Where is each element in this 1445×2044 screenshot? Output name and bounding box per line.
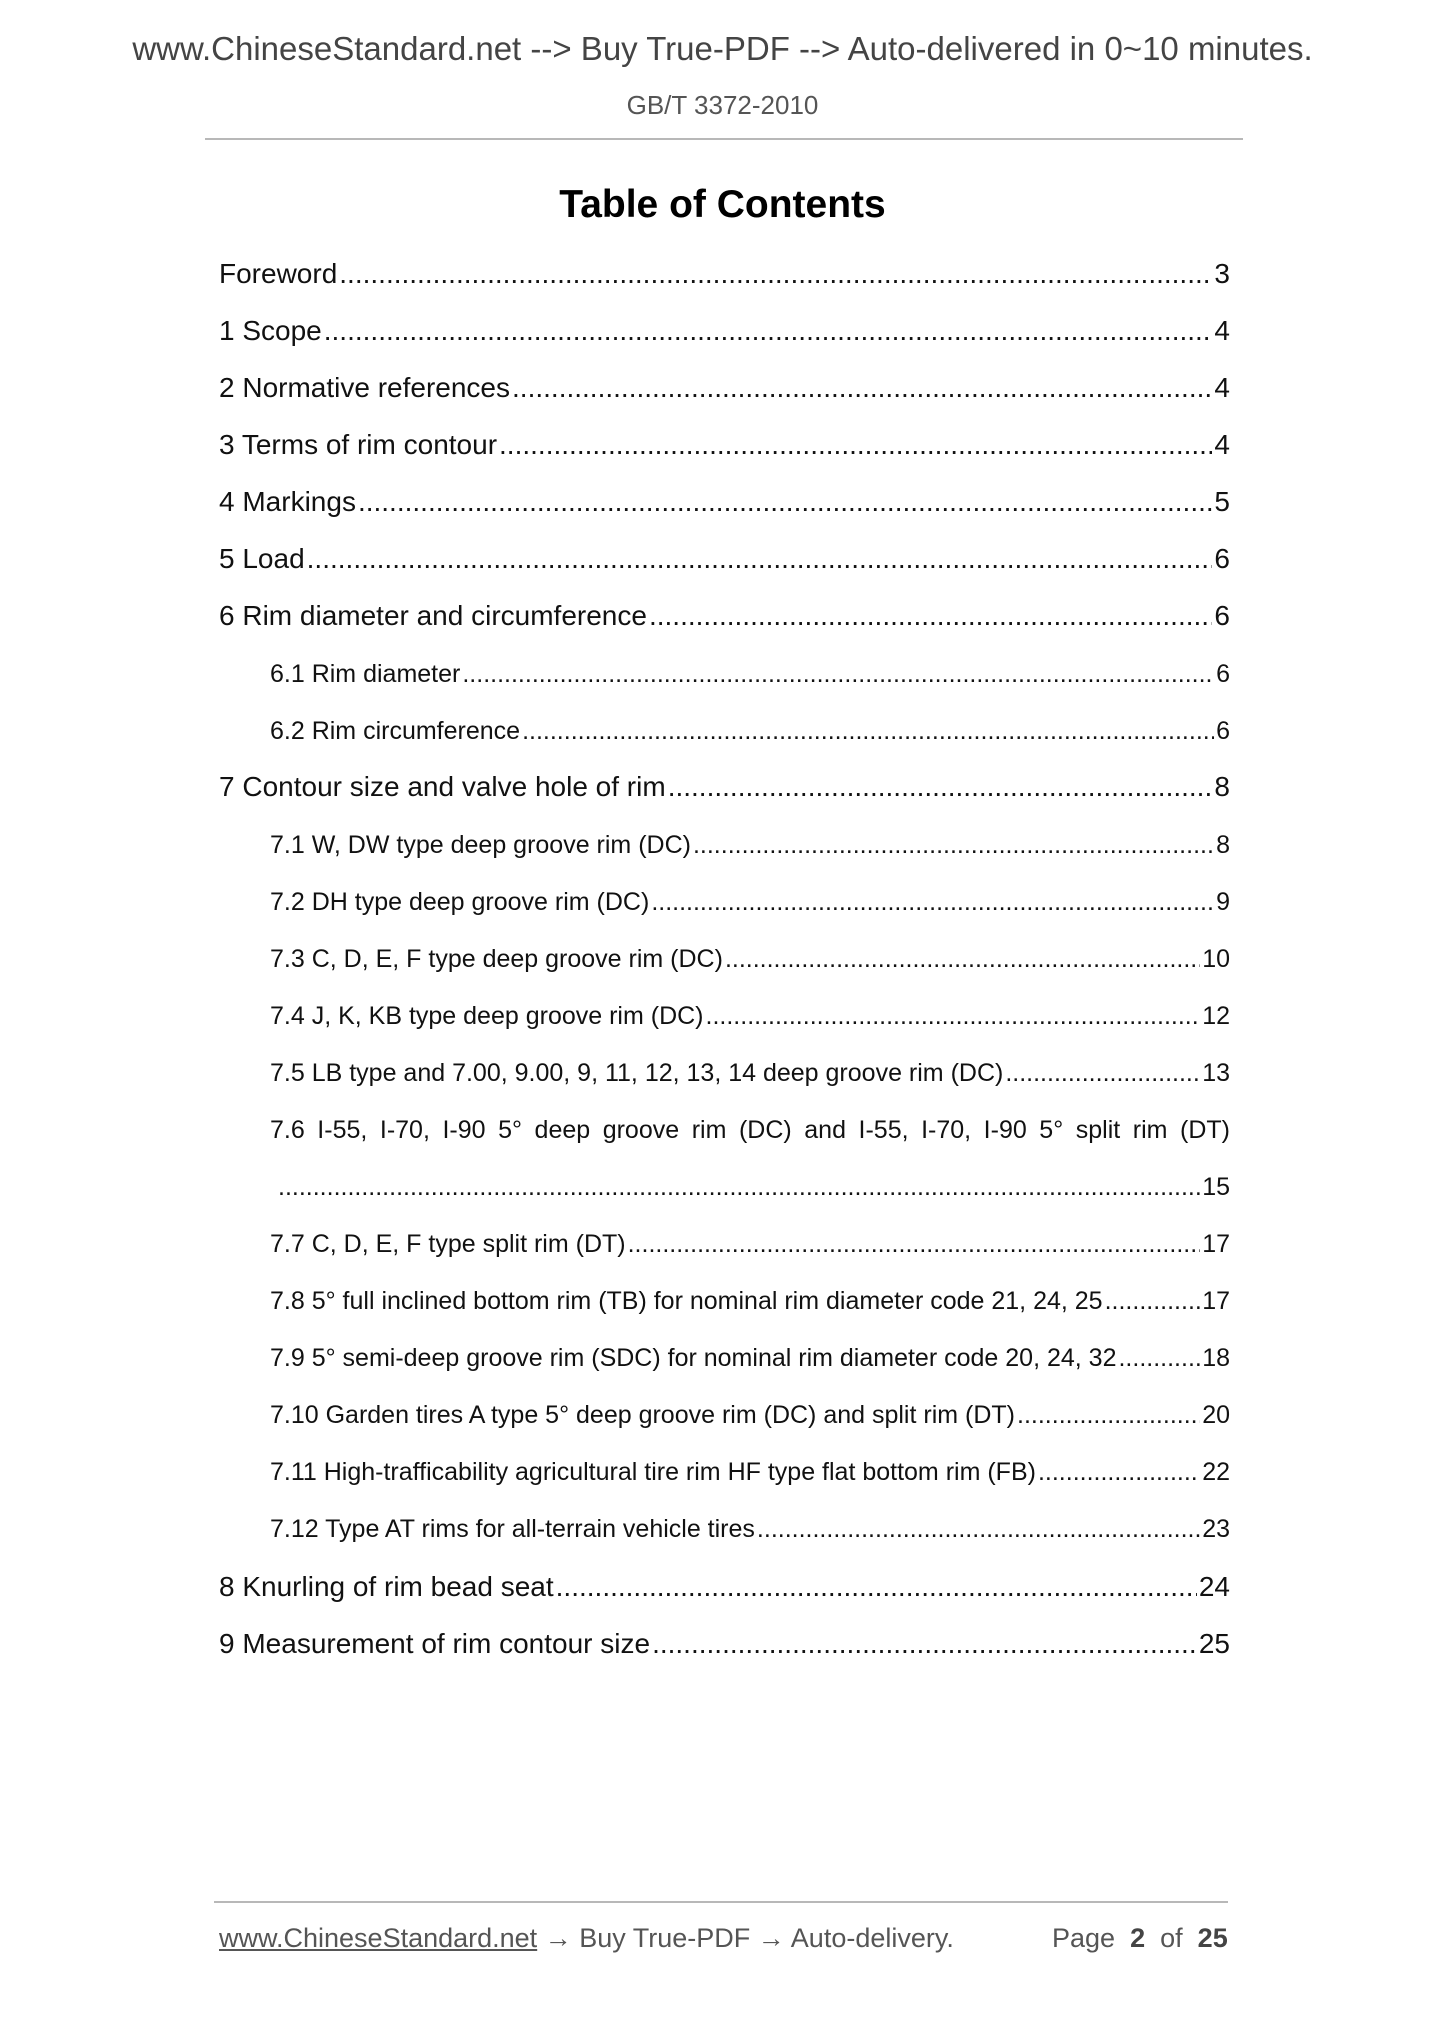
toc-entry-page: 23 <box>1202 1515 1230 1543</box>
toc-entry-page: 6 <box>1214 543 1230 574</box>
toc-entry-label: 6 Rim diameter and circumference <box>219 600 647 631</box>
footer-delivery-text: Auto-delivery. <box>790 1923 954 1953</box>
dot-leader <box>1038 1458 1200 1487</box>
footer-buy-text: Buy True-PDF <box>579 1923 751 1953</box>
dot-leader <box>462 660 1214 689</box>
header-banner[interactable]: www.ChineseStandard.net --> Buy True-PDF --> Auto-delivered in 0~10 minutes. <box>132 30 1313 67</box>
toc-entry-knurling-of-rim-bead-seat[interactable] <box>219 1571 1230 1603</box>
toc-entry-7-10[interactable] <box>270 1401 1230 1430</box>
toc-entry-7-4[interactable] <box>270 1002 1230 1031</box>
toc-entry-label: 7.9 5° semi-deep groove rim (SDC) for nominal rim diameter code 20, 24, 32 <box>270 1344 1117 1372</box>
dot-leader <box>324 315 1213 347</box>
toc-entry-label: 7.11 High-trafficability agricultural tire rim HF type flat bottom rim (FB) <box>270 1458 1036 1486</box>
toc-entry-6-2[interactable] <box>270 717 1230 746</box>
page-title: Table of Contents <box>559 183 886 226</box>
toc-entry-7-6-label[interactable]: 7.6 I-55, I-70, I-90 5° deep groove rim (DC) and I-55, I-70, I-90 5° split rim (DT) <box>270 1116 1230 1144</box>
toc-entry-7-1[interactable] <box>270 831 1230 860</box>
dot-leader <box>725 945 1200 974</box>
toc-entry-label: 5 Load <box>219 543 305 574</box>
toc-entry-page: 12 <box>1202 1002 1230 1030</box>
page-word: Page <box>1052 1923 1116 1953</box>
dot-leader <box>757 1515 1200 1544</box>
toc-entry-normative-references[interactable] <box>219 372 1230 404</box>
toc-entry-page: 18 <box>1202 1344 1230 1372</box>
toc-entry-page: 4 <box>1214 429 1230 460</box>
arrow-right-icon: → <box>757 1923 785 1953</box>
toc-entry-contour-size-and-valve-hole[interactable] <box>219 771 1230 803</box>
toc-entry-label: 7.2 DH type deep groove rim (DC) <box>270 888 650 916</box>
dot-leader <box>522 717 1214 746</box>
toc-entry-page: 3 <box>1214 258 1230 289</box>
standard-code: GB/T 3372-2010 <box>626 90 819 120</box>
toc-entry-page: 6 <box>1216 717 1230 745</box>
toc-entry-page: 15 <box>1202 1173 1230 1201</box>
toc-entry-page: 6 <box>1216 660 1230 688</box>
total-pages: 25 <box>1197 1923 1228 1953</box>
toc-entry-6-1[interactable] <box>270 660 1230 689</box>
dot-leader <box>649 600 1212 632</box>
toc-entry-page: 8 <box>1216 831 1230 859</box>
toc-entry-page: 6 <box>1214 600 1230 631</box>
toc-entry-label: 6.2 Rim circumference <box>270 717 521 745</box>
toc-entry-page: 17 <box>1202 1287 1230 1315</box>
toc-entry-page: 4 <box>1214 372 1230 403</box>
dot-leader <box>499 429 1212 461</box>
toc-entry-label: 7.7 C, D, E, F type split rim (DT) <box>270 1230 626 1258</box>
page-number <box>1052 1923 1228 1954</box>
toc-entry-markings[interactable] <box>219 486 1230 518</box>
toc-entry-7-5[interactable] <box>270 1059 1230 1088</box>
dot-leader <box>651 888 1214 917</box>
footer-site-link[interactable]: www.ChineseStandard.net <box>219 1923 538 1953</box>
current-page: 2 <box>1130 1923 1146 1953</box>
toc-entry-measurement-of-rim-contour-size[interactable] <box>219 1628 1230 1660</box>
toc-entry-label: 4 Markings <box>219 486 356 517</box>
toc-entry-label: 7.12 Type AT rims for all-terrain vehicle tires <box>270 1515 755 1543</box>
dot-leader <box>1105 1287 1201 1316</box>
toc-entry-label: Foreword <box>219 258 338 289</box>
dot-leader <box>706 1002 1201 1031</box>
toc-entry-label: 7.10 Garden tires A type 5° deep groove rim (DC) and split rim (DT) <box>270 1401 1016 1429</box>
toc-entry-7-7[interactable] <box>270 1230 1230 1259</box>
dot-leader <box>556 1571 1197 1603</box>
toc-entry-label: 7.5 LB type and 7.00, 9.00, 9, 11, 12, 13, 14 deep groove rim (DC) <box>270 1059 1004 1087</box>
toc-entry-7-2[interactable] <box>270 888 1230 917</box>
toc-entry-page: 8 <box>1214 771 1230 802</box>
dot-leader <box>628 1230 1201 1259</box>
toc-entry-7-11[interactable] <box>270 1458 1230 1487</box>
toc-entry-scope[interactable] <box>219 315 1230 347</box>
toc-entry-label: 7 Contour size and valve hole of rim <box>219 771 666 802</box>
dot-leader <box>652 1628 1197 1660</box>
toc-entry-label: 8 Knurling of rim bead seat <box>219 1571 554 1602</box>
toc-entry-load[interactable] <box>219 543 1230 575</box>
page-footer <box>219 1923 1229 1954</box>
dot-leader <box>668 771 1213 803</box>
toc-entry-label: 7.4 J, K, KB type deep groove rim (DC) <box>270 1002 704 1030</box>
toc-entry-page: 24 <box>1198 1571 1230 1602</box>
toc-entry-label: 7.3 C, D, E, F type deep groove rim (DC) <box>270 945 723 973</box>
dot-leader <box>1005 1059 1200 1088</box>
toc-entry-rim-diameter-and-circumference[interactable] <box>219 600 1230 632</box>
toc-entry-page: 22 <box>1202 1458 1230 1486</box>
toc-entry-7-9[interactable] <box>270 1344 1230 1373</box>
toc-entry-page: 20 <box>1202 1401 1230 1429</box>
dot-leader <box>339 258 1212 290</box>
toc-entry-page: 9 <box>1216 888 1230 916</box>
toc-entry-7-8[interactable] <box>270 1287 1230 1316</box>
toc-entry-7-12[interactable] <box>270 1515 1230 1544</box>
dot-leader <box>1017 1401 1200 1430</box>
toc-entry-7-6[interactable] <box>276 1173 1230 1202</box>
toc-entry-label: 7.8 5° full inclined bottom rim (TB) for nominal rim diameter code 21, 24, 25 <box>270 1287 1103 1315</box>
toc-entry-page: 13 <box>1202 1059 1230 1087</box>
toc-entry-7-3[interactable] <box>270 945 1230 974</box>
toc-entry-page: 5 <box>1214 486 1230 517</box>
toc-entry-page: 25 <box>1198 1628 1230 1659</box>
toc-entry-label: 7.1 W, DW type deep groove rim (DC) <box>270 831 691 859</box>
footer-divider <box>214 1901 1228 1903</box>
toc-entry-page: 17 <box>1202 1230 1230 1258</box>
toc-entry-page: 4 <box>1214 315 1230 346</box>
toc-entry-label: 2 Normative references <box>219 372 511 403</box>
dot-leader <box>512 372 1212 404</box>
dot-leader <box>307 543 1213 575</box>
dot-leader <box>1118 1344 1200 1373</box>
toc-entry-label: 6.1 Rim diameter <box>270 660 461 688</box>
arrow-right-icon: → <box>544 1923 572 1953</box>
toc-entry-label: 3 Terms of rim contour <box>219 429 498 460</box>
dot-leader <box>278 1173 1200 1202</box>
toc-entry-foreword[interactable] <box>219 258 1230 290</box>
dot-leader <box>693 831 1214 860</box>
toc-entry-page: 10 <box>1202 945 1230 973</box>
toc-entry-terms-of-rim-contour[interactable] <box>219 429 1230 461</box>
toc-entry-label: 1 Scope <box>219 315 322 346</box>
toc-entry-label: 9 Measurement of rim contour size <box>219 1628 651 1659</box>
of-word: of <box>1160 1923 1183 1953</box>
dot-leader <box>358 486 1212 518</box>
